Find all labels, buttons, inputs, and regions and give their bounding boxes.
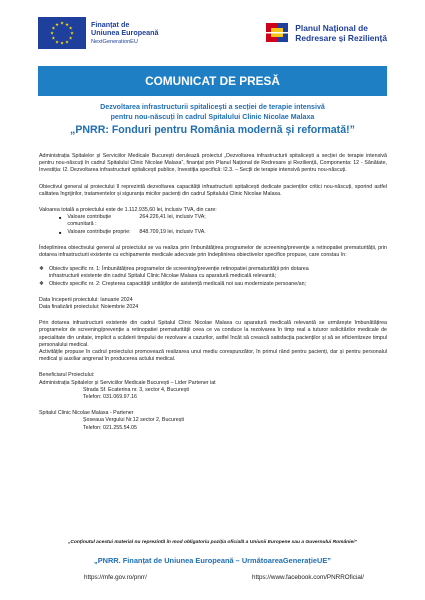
pnrr-logo xyxy=(263,20,387,46)
page-header xyxy=(38,16,387,50)
eu-star-icon: ★ xyxy=(51,25,56,31)
eu-funding-logo xyxy=(38,17,159,49)
leader-phone: Telefon: 031.069.97.16 xyxy=(83,394,137,401)
list-item: ■ Valoare contribuție comunitară : 264.226,41 lei, inclusiv TVA; xyxy=(59,214,387,228)
pnrr-label-line1: Planul Național de xyxy=(295,23,368,33)
eu-label-nextgen: NextGenerationEU xyxy=(91,38,138,45)
disclaimer: „Conținutul acestui material nu reprezintă în mod obligatoriu poziția oficială a Uniunii Europene sau a Guvernului României” xyxy=(67,540,358,545)
subtitle-line1: Dezvoltarea infrastructurii spitalicești a secției de terapie intensivă xyxy=(100,103,325,111)
eu-star-icon: ★ xyxy=(64,21,70,27)
project-subtitle xyxy=(40,103,385,122)
partner-phone: Telefon: 021.255.54.05 xyxy=(83,424,137,431)
leader-address: Strada Sf. Ecaterina nr. 3, sector 4, București xyxy=(83,386,189,393)
facebook-link[interactable]: https://www.facebook.com/PNRROficial/ xyxy=(252,574,364,581)
main-title: „PNRR: Fonduri pentru România modernă și reformată!” xyxy=(70,124,355,136)
end-date: Data finalizării proiectului: Noiembrie 2024 xyxy=(39,304,139,311)
partner-name: Spitalul Clinic Nicolae Malaxa - Partener xyxy=(39,410,134,417)
objectives-list xyxy=(39,266,387,288)
eu-star-icon: ★ xyxy=(51,35,56,41)
list-item: ❖ Obiectiv specific nr. 1: Îmbunătățirea programelor de screening/prevenție retinopatiei prematurității prin dotarea infrastructurii existente din cadrul Spitalul Clinic Nicolae Malaxa cu aparatură medicală relevantă; xyxy=(39,266,309,280)
start-date: Data începerii proiectului: Ianuarie 2024 xyxy=(39,296,133,303)
partner-address: Șoseaua Vergului Nr.12 sector 2, București xyxy=(83,417,184,424)
banner-label: COMUNICAT DE PRESĂ xyxy=(145,74,280,88)
pnrr-emblem-icon xyxy=(263,20,291,46)
eu-star-icon: ★ xyxy=(49,30,55,36)
eu-star-icon: ★ xyxy=(54,21,60,27)
eu-label-line2: Uniunea Europeană xyxy=(91,27,159,37)
value-total: Valoarea totală a proiectului este de 1.112.935,60 lei, inclusiv TVA, din care: xyxy=(39,207,217,214)
eu-star-icon: ★ xyxy=(68,25,73,31)
footer-title: „PNRR. Finanțat de Uniunea Europeană – UrmătoareaGenerațieUE” xyxy=(94,556,331,565)
eu-star-icon: ★ xyxy=(64,39,70,45)
diamond-bullet-icon: ❖ xyxy=(39,280,44,287)
eu-label-line1: Finanțat de xyxy=(91,19,130,29)
eu-star-icon: ★ xyxy=(59,20,65,26)
objective-paragraph: Obiectivul general al proiectului îl reprezintă dezvoltarea capacității infrastructurii spitalicești dedicate pacienților critici nou-născuți, sporind astfel calitatea îngrijirilor, tratamentelor și siguranța micilor pacienți din cadrul Spitalului Clinic Nicolae Malaxa. xyxy=(39,183,387,197)
list-item: ❖ Obiectiv specific nr. 2: Creșterea capacității unităților de asistență medicală noi sau modernizate persoane/an; xyxy=(39,280,307,287)
eu-star-icon: ★ xyxy=(69,30,75,36)
diamond-bullet-icon: ❖ xyxy=(39,266,44,273)
press-release-banner xyxy=(38,66,387,96)
results-paragraph: Prin dotarea infrastructurii existente din cadrul Spitalul Clinic Nicolae Malaxa cu aparatură medicală relevantă se urmărește îmbunătățirea programelor de screening/prevenție a retinopatiei prematurității ceea ce va conduce la rezolvarea în timp real a tuturor solicitărilor medicale de specialitate din unitate, implicit a scăderii timpului de rezolvare a cazurilor, astfel încât să crească satisfacția pacienților și să se eficientizeze timpul personalului medical. xyxy=(39,320,387,348)
intro-paragraph: Administrația Spitalelor și Serviciilor Medicale București derulează proiectul „Dezvoltarea infrastructurii spitalicești a secției de terapie intensivă pentru nou-născuți în cadrul Spitalului Clinic Nicolae Malaxa”, finanțat prin Planul Național de Redresare și Reziliență, Componenta: 12 - Sănătate, Investiția: I2. Dezvoltarea infrastructurii spitalicești publice, Investiția specifică: I2.3. – Secții de terapie intensivă pentru nou-născuți. xyxy=(39,153,387,174)
value-list xyxy=(39,214,387,236)
beneficiary-label: Beneficiarul Proiectului: xyxy=(39,372,95,379)
press-release-body xyxy=(39,153,387,432)
pnrr-label-line2: Redresare și Reziliență xyxy=(295,33,387,43)
leader-name: Administrația Spitalelor și Serviciilor Medicale București – Lider Partener iat xyxy=(39,379,216,386)
activities-paragraph: Activitățile propuse în cadrul proiectului promovează realizarea unui mediu corespunzător, în primul rând pentru pacienți, dar și pentru personalul medical și auxiliar angrenat în producerea actului medical. xyxy=(39,349,387,363)
list-item: ■ Valoare contribuție proprie: 848.709,19 lei, inclusiv TVA. xyxy=(59,229,387,236)
footer-links xyxy=(84,574,364,581)
eu-flag-icon xyxy=(38,17,86,49)
eu-star-icon: ★ xyxy=(54,39,60,45)
specific-objectives-intro: Îndeplinirea obiectivului general al proiectului se va realiza prin îmbunătățirea programelor de screening/prevenție a retinopatiei prematurității, prin dotarea infrastructurii existente cu echipamente medicale adecvate prin îndeplinirea obiectivelor specifice propuse, care constau în: xyxy=(39,244,387,259)
subtitle-line2: pentru nou-născuți în cadrul Spitalului Clinic Nicolae Malaxa xyxy=(110,112,315,121)
eu-star-icon: ★ xyxy=(59,40,65,46)
eu-star-icon: ★ xyxy=(68,35,73,41)
mfe-link[interactable]: https://mfe.gov.ro/pnrr/ xyxy=(84,574,147,581)
